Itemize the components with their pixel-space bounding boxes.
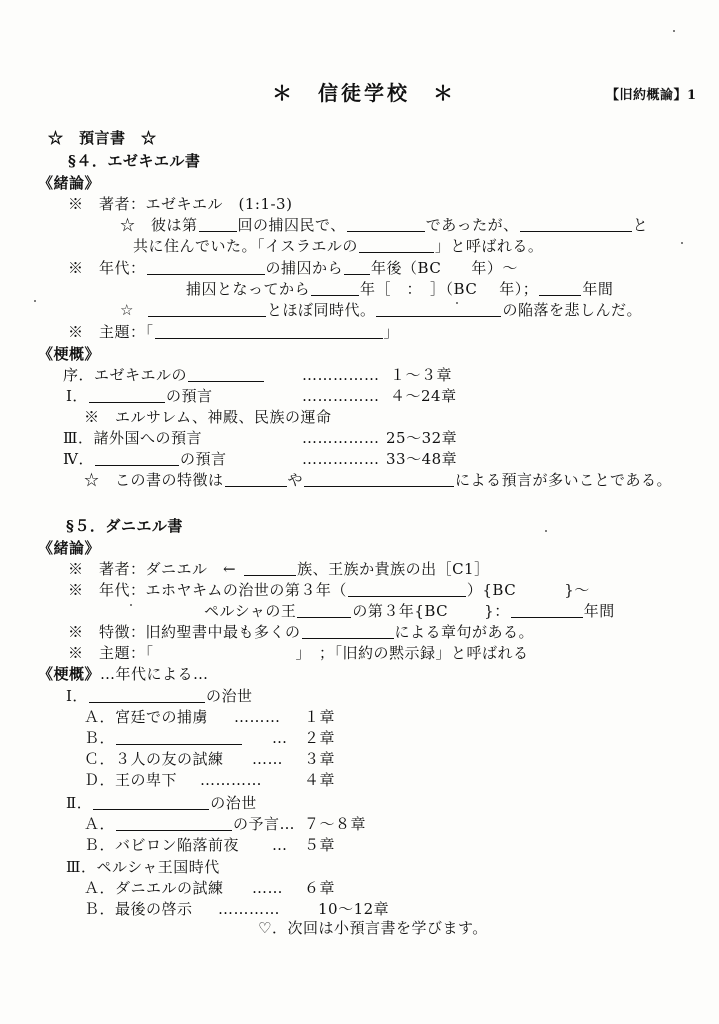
date-text-h: 年間 — [582, 280, 614, 298]
outline-note: ※ エルサレム、神殿、民族の運命 — [84, 408, 332, 426]
intro-label: 《緒論》 — [38, 174, 101, 192]
outline-chapters: １〜３章 — [390, 366, 453, 384]
outline-item: Ｂ．最後の啓示 — [84, 900, 193, 918]
outline-row — [63, 365, 265, 385]
outline-dots: … — [272, 836, 288, 854]
outline-chapters: 33〜48章 — [386, 450, 458, 468]
outline-text: の預言 — [180, 450, 227, 468]
page-title: ＊ 信徒学校 ＊ — [272, 81, 456, 105]
captive-text-f: 」と呼ばれる。 — [434, 237, 544, 255]
blank-field[interactable] — [93, 794, 209, 810]
captive-text-d: と — [632, 216, 649, 234]
outline-dots: …………… — [302, 429, 380, 447]
contemporary-text-b: とほぼ同時代。 — [266, 301, 376, 319]
captive-line-2 — [133, 236, 543, 256]
theme-text-a: ※ 主題：「 — [68, 644, 154, 662]
outline-row: Ⅲ．ペルシャ王国時代 — [66, 858, 220, 876]
captive-text-b: 回の捕囚民で、 — [237, 216, 346, 234]
outline-text: の預言 — [165, 387, 213, 405]
date-line-2 — [204, 601, 615, 621]
date-text-g: 年）； — [499, 280, 539, 298]
outline-dots: … — [272, 729, 288, 747]
author-text-a: ※ 著者：ダニエル ← — [68, 560, 237, 578]
outline-item: Ａ．宮廷での捕虜 — [84, 708, 209, 726]
outline-text: Ａ． — [84, 815, 116, 833]
contemporary-line — [120, 300, 642, 320]
date-text-g: 年間 — [583, 602, 615, 620]
outline-row — [66, 686, 252, 706]
feature-line — [68, 622, 534, 642]
contemporary-text-c: の陥落を悲しんだ。 — [502, 301, 642, 319]
outline-chapters: ２章 — [304, 729, 336, 747]
blank-field[interactable] — [95, 450, 179, 466]
feature-text-c: による預言が多いことである。 — [455, 471, 673, 489]
scan-speck — [130, 604, 132, 606]
theme-text-a: ※ 主題：「 — [68, 323, 154, 341]
author-line: ※ 著者：エゼキエル (1:1-3) — [68, 195, 293, 213]
contemporary-text-a: ☆ — [120, 301, 134, 319]
feature-text-b: や — [287, 471, 304, 489]
theme-line — [68, 322, 399, 342]
outline-text: 序．エゼキエルの — [63, 366, 188, 384]
blank-field[interactable] — [376, 301, 501, 317]
outline-note: …年代による… — [100, 665, 209, 683]
blank-field[interactable] — [348, 581, 466, 597]
outline-chapters: 10〜12章 — [318, 900, 390, 918]
scan-speck — [673, 30, 675, 32]
prophets-heading: ☆ 預言書 ☆ — [48, 129, 157, 147]
outline-text: Ⅱ． — [66, 794, 93, 812]
outline-text: の治世 — [205, 687, 253, 705]
outline-dots: ………… — [200, 771, 262, 789]
blank-field[interactable] — [520, 216, 632, 232]
blank-field[interactable] — [311, 280, 359, 296]
next-lesson-note: ♡．次回は小預言書を学びます。 — [258, 919, 488, 937]
outline-chapters: ３章 — [304, 750, 336, 768]
date-text-d: ペルシャの王 — [204, 602, 297, 620]
theme-text-b: 」 ；「旧約の黙示録」と呼ばれる — [295, 644, 529, 662]
outline-dots: …………… — [302, 366, 380, 384]
author-text-b: 族、王族か貴族の出［C1］ — [297, 560, 490, 578]
blank-field[interactable] — [116, 729, 242, 745]
captive-text-c: であったが、 — [425, 216, 519, 234]
captive-line — [120, 215, 648, 235]
date-text-a: ※ 年代： — [68, 259, 146, 277]
outline-item: Ａ．ダニエルの試練 — [84, 879, 224, 897]
blank-field[interactable] — [155, 323, 383, 339]
blank-field[interactable] — [359, 237, 434, 253]
outline-label: 《梗概》 — [38, 345, 101, 363]
date-text-d: 年）〜 — [471, 259, 518, 277]
feature-text-a: ※ 特徴：旧約聖書中最も多くの — [68, 623, 301, 641]
outline-item: Ｄ．王の卑下 — [84, 771, 178, 789]
blank-field[interactable] — [511, 602, 583, 618]
blank-field[interactable] — [304, 471, 454, 487]
date-text-b: ）{BC — [466, 581, 517, 599]
blank-field[interactable] — [244, 560, 296, 576]
outline-text: Ⅰ． — [66, 387, 88, 405]
date-text-e: の第３年{BC — [352, 602, 449, 620]
blank-field[interactable] — [116, 815, 232, 831]
outline-row — [66, 793, 257, 813]
outline-text: Ｂ． — [84, 729, 116, 747]
blank-field[interactable] — [89, 687, 205, 703]
outline-dots: …… — [252, 879, 283, 897]
blank-field[interactable] — [539, 280, 581, 296]
outline-label: 《梗概》 — [38, 665, 101, 683]
scan-speck — [545, 530, 547, 532]
outline-chapters: ４章 — [304, 771, 336, 789]
outline-chapters: 25〜32章 — [386, 429, 458, 447]
outline-dots: …………… — [302, 387, 380, 405]
intro-label: 《緒論》 — [38, 539, 101, 557]
outline-dots: …… — [252, 750, 283, 768]
blank-field[interactable] — [148, 301, 266, 317]
outline-chapters: ７〜８章 — [304, 815, 367, 833]
blank-field[interactable] — [297, 602, 351, 618]
captive-text-a: ☆ 彼は第 — [120, 216, 198, 234]
theme-line — [68, 643, 529, 663]
outline-item: Ｃ．３人の友の試練 — [84, 750, 224, 768]
date-line — [68, 258, 518, 278]
date-text-c: 年後（BC — [371, 259, 442, 277]
outline-chapters: ４〜24章 — [390, 387, 457, 405]
feature-line — [84, 470, 672, 490]
outline-item — [84, 728, 243, 748]
blank-field[interactable] — [147, 259, 265, 275]
outline-chapters: ５章 — [304, 836, 336, 854]
date-text-a: ※ 年代：エホヤキムの治世の第３年（ — [68, 581, 347, 599]
outline-chapters: １章 — [304, 708, 336, 726]
blank-field[interactable] — [225, 471, 287, 487]
date-text-b: の捕囚から — [265, 259, 344, 277]
theme-text-b: 」 — [383, 323, 400, 341]
outline-text: Ⅰ． — [66, 687, 88, 705]
date-line — [68, 580, 590, 600]
date-text-c: }〜 — [564, 581, 590, 599]
outline-item: Ｂ．バビロン陥落前夜 — [84, 836, 240, 854]
date-text-e: 捕囚となってから — [186, 280, 311, 298]
blank-field[interactable] — [89, 387, 165, 403]
outline-text: の治世 — [210, 794, 257, 812]
scan-speck — [34, 300, 36, 302]
outline-text: の予言… — [233, 815, 296, 833]
author-line — [68, 559, 490, 579]
blank-field[interactable] — [347, 216, 425, 232]
outline-line — [38, 664, 209, 684]
blank-field[interactable] — [188, 366, 264, 382]
feature-text-a: ☆ この書の特徴は — [84, 471, 224, 489]
outline-dots: ……… — [234, 708, 281, 726]
feature-text-b: による章句がある。 — [394, 623, 535, 641]
outline-row: Ⅲ．諸外国への預言 — [63, 429, 202, 447]
date-text-f: 年［ ： ］（BC — [360, 280, 478, 298]
date-text-f: }： — [484, 602, 510, 620]
blank-field[interactable] — [302, 623, 394, 639]
section-heading-ezekiel: §４．エゼキエル書 — [68, 152, 201, 170]
outline-row — [66, 386, 212, 406]
outline-dots: …………… — [302, 450, 380, 468]
blank-field[interactable] — [344, 259, 370, 275]
outline-chapters: ６章 — [304, 879, 336, 897]
section-heading-daniel: §５．ダニエル書 — [66, 517, 183, 535]
subject-label: 【旧約概論】1 — [606, 88, 697, 103]
scan-speck — [681, 242, 683, 244]
outline-row — [63, 449, 227, 469]
outline-text: Ⅳ． — [63, 450, 94, 468]
scan-speck — [456, 302, 458, 304]
outline-item — [84, 814, 295, 834]
date-line-2 — [186, 279, 613, 299]
outline-dots: ………… — [218, 900, 280, 918]
blank-field[interactable] — [199, 216, 237, 232]
captive-text-e: 共に住んでいた。「イスラエルの — [133, 237, 358, 255]
